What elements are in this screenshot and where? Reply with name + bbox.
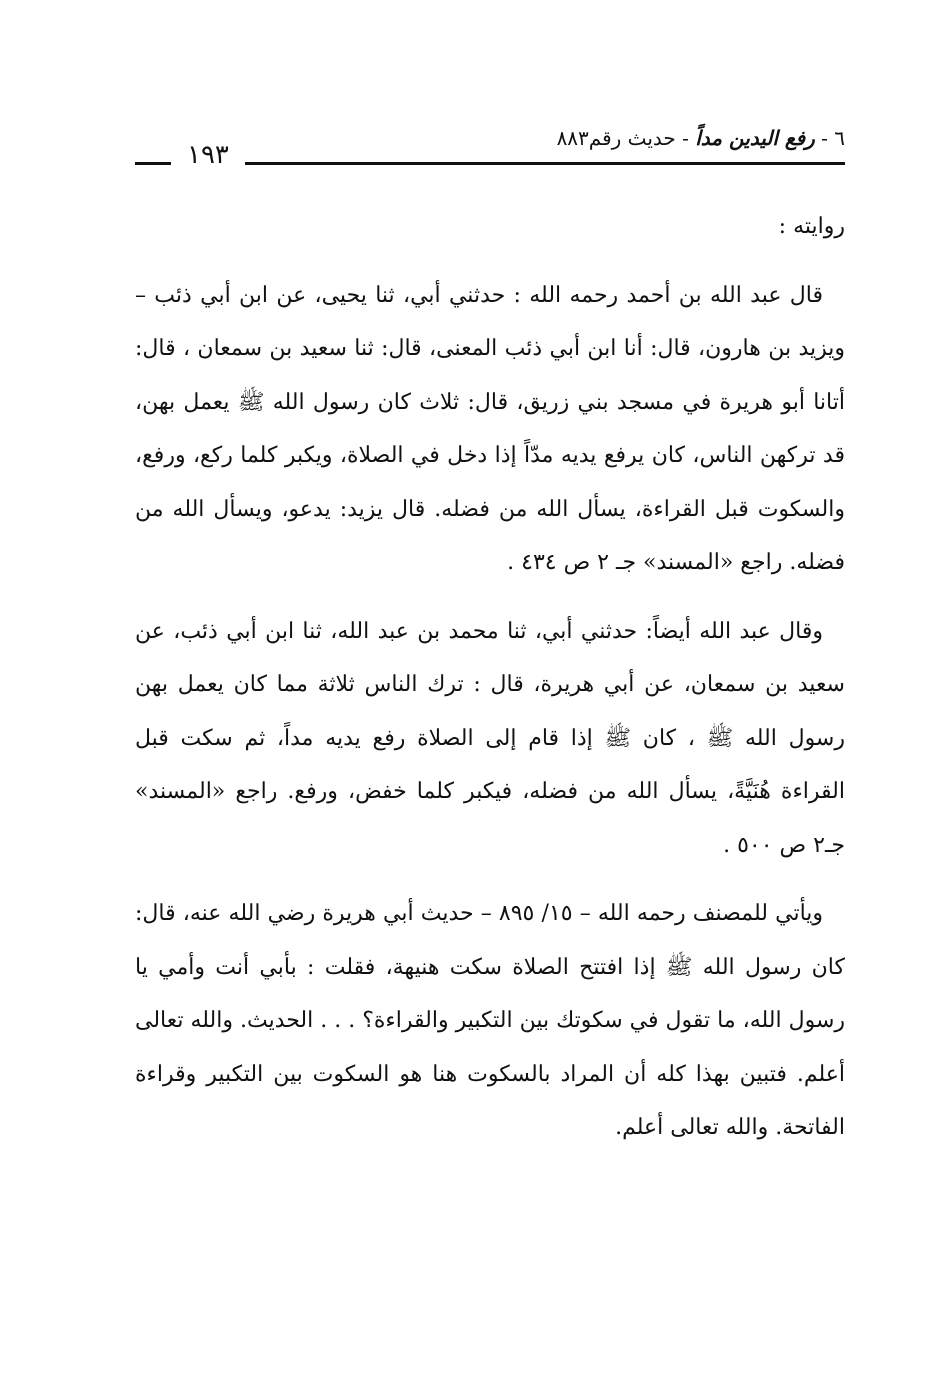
header-dash: - [814, 126, 835, 150]
paragraph: وقال عبد الله أيضاً: حدثني أبي، ثنا محمد بن عبد الله، ثنا ابن أبي ذئب، عن سعيد بن سمعان، عن أبي هريرة، قال : ترك الناس ثلاثة مما كان يعمل بهن رسول الله ﷺ ، كان ﷺ إذا قام إلى الصلاة رفع يديه مداً، ثم سكت قبل القراءة هُنَيَّةً، يسأل الله من فضله، فيكبر كلما خفض، ورفع. راجع «المسند» جـ٢ ص ٥٠٠ . [135, 618, 845, 858]
chapter-title: رفع اليدين مداً [695, 126, 815, 150]
page-body [135, 200, 845, 1170]
header-dash: - [675, 126, 696, 150]
header-rule-short [135, 162, 171, 165]
header-rule [245, 162, 845, 165]
chapter-number: ٦ [834, 126, 845, 150]
section-label: روايته : [778, 214, 845, 239]
paragraph: ويأتي للمصنف رحمه الله – ١٥/ ٨٩٥ – حديث أبي هريرة رضي الله عنه، قال: كان رسول الله ﷺ إذا افتتح الصلاة سكت هنيهة، فقلت : بأبي أنت وأمي يا رسول الله، ما تقول في سكوتك بين التكبير والقراءة؟ . . . الحديث. والله تعالى أعلم. فتبين بهذا كله أن المراد بالسكوت هنا هو السكوت بين التكبير وقراءة الفاتحة. والله تعالى أعلم. [134, 901, 845, 1140]
running-header [135, 126, 845, 170]
header-title [557, 126, 845, 150]
paragraph: قال عبد الله بن أحمد رحمه الله : حدثني أبي، ثنا يحيى، عن ابن أبي ذئب – ويزيد بن هارون، قال: أنا ابن أبي ذئب المعنى، قال: ثنا سعيد بن سمعان ، قال: أتانا أبو هريرة في مسجد بني زريق، قال: ثلاث كان رسول الله ﷺ يعمل بهن، قد تركهن الناس، كان يرفع يديه مدّاً إذا دخل في الصلاة، ويكبر كلما ركع، ورفع، والسكوت قبل القراءة، يسأل الله من فضله. قال يزيد: يدعو، ويسأل الله من فضله. راجع «المسند» جـ ٢ ص ٤٣٤ . [135, 282, 845, 575]
hadith-reference: حديث رقم٨٨٣ [556, 126, 676, 150]
page-number: ١٩٣ [187, 140, 229, 170]
